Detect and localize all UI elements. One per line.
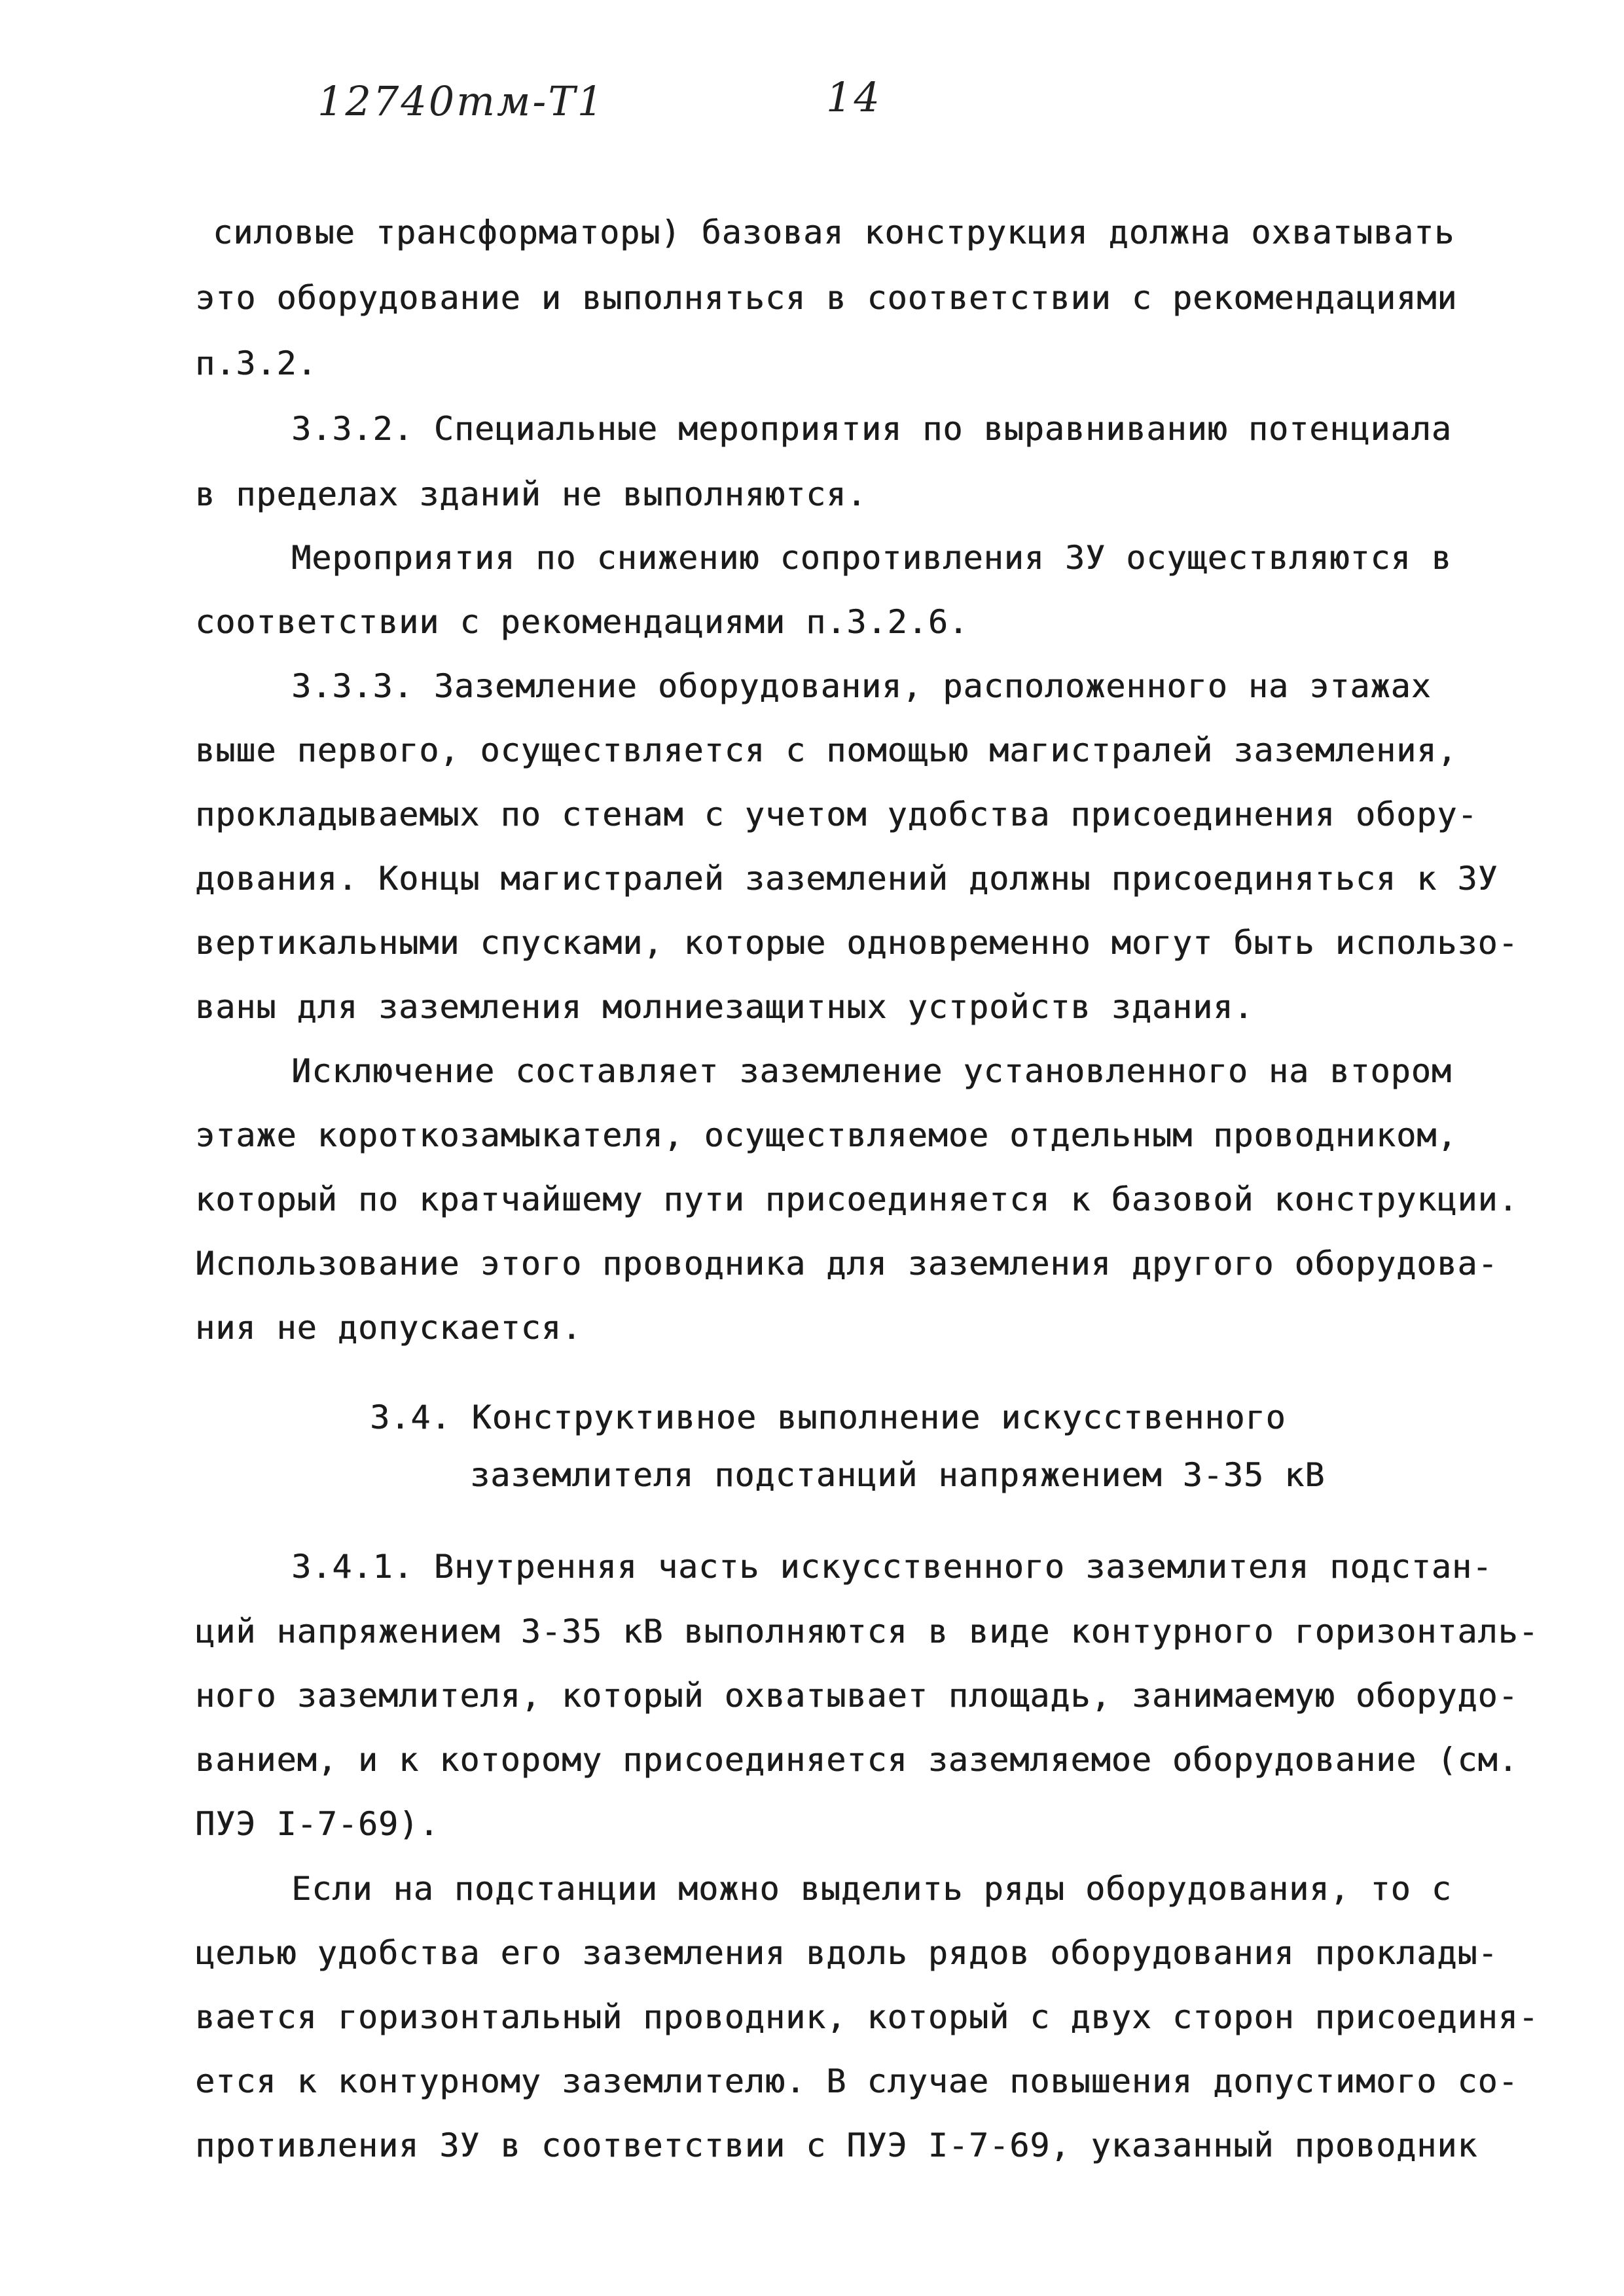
text-line: Если на подстанции можно выделить ряды оборудования, то с [291, 1870, 1452, 1908]
text-line: противления ЗУ в соответствии с ПУЭ I-7-69, указанный проводник [195, 2126, 1478, 2164]
text-line: вается горизонтальный проводник, который с двух сторон присоединя- [195, 1998, 1539, 2036]
text-line: ПУЭ I-7-69). [195, 1805, 440, 1843]
text-line: п.3.2. [195, 344, 317, 382]
text-line: целью удобства его заземления вдоль рядов оборудования проклады- [195, 1934, 1498, 1972]
document-code: 12740тм-Т1 [317, 77, 605, 125]
text-line: 3.4.1. Внутренняя часть искусственного заземлителя подстан- [291, 1548, 1493, 1586]
text-line: Мероприятия по снижению сопротивления ЗУ осуществляются в [291, 539, 1452, 577]
text-line: ного заземлителя, который охватывает площадь, занимаемую оборудо- [195, 1677, 1519, 1715]
text-line: 3.3.3. Заземление оборудования, расположенного на этажах [291, 667, 1432, 705]
text-line: ванием, и к которому присоединяется заземляемое оборудование (см. [195, 1741, 1519, 1779]
text-line: ваны для заземления молниезащитных устройств здания. [195, 988, 1254, 1026]
text-line: это оборудование и выполняться в соответствии с рекомендациями [195, 279, 1458, 317]
text-line: ется к контурному заземлителю. В случае повышения допустимого со- [195, 2062, 1519, 2100]
text-line: 3.3.2. Специальные мероприятия по выравниванию потенциала [291, 410, 1452, 448]
text-line: выше первого, осуществляется с помощью магистралей заземления, [195, 731, 1458, 769]
section-heading: 3.4. Конструктивное выполнение искусственного [370, 1398, 1286, 1436]
text-line: ния не допускается. [195, 1309, 582, 1347]
text-line: вертикальными спусками, которые одновременно могут быть использо- [195, 924, 1519, 962]
text-line: Использование этого проводника для заземления другого оборудова- [195, 1245, 1498, 1283]
text-line: дования. Концы магистралей заземлений должны присоединяться к ЗУ [195, 860, 1498, 898]
text-line: в пределах зданий не выполняются. [195, 475, 867, 513]
text-line: силовые трансформаторы) базовая конструкция должна охватывать [213, 213, 1455, 251]
text-line: Исключение составляет заземление установленного на втором [291, 1052, 1452, 1090]
text-line: который по кратчайшему пути присоединяется к базовой конструкции. [195, 1180, 1519, 1218]
text-line: этаже короткозамыкателя, осуществляемое отдельным проводником, [195, 1116, 1458, 1154]
text-line: соответствии с рекомендациями п.3.2.6. [195, 603, 969, 641]
text-line: прокладываемых по стенам с учетом удобства присоединения обору- [195, 795, 1478, 833]
text-line: ций напряжением 3-35 кВ выполняются в виде контурного горизонталь- [195, 1613, 1539, 1650]
page-number: 14 [826, 73, 882, 121]
section-heading: заземлителя подстанций напряжением 3-35 кВ [470, 1456, 1326, 1494]
